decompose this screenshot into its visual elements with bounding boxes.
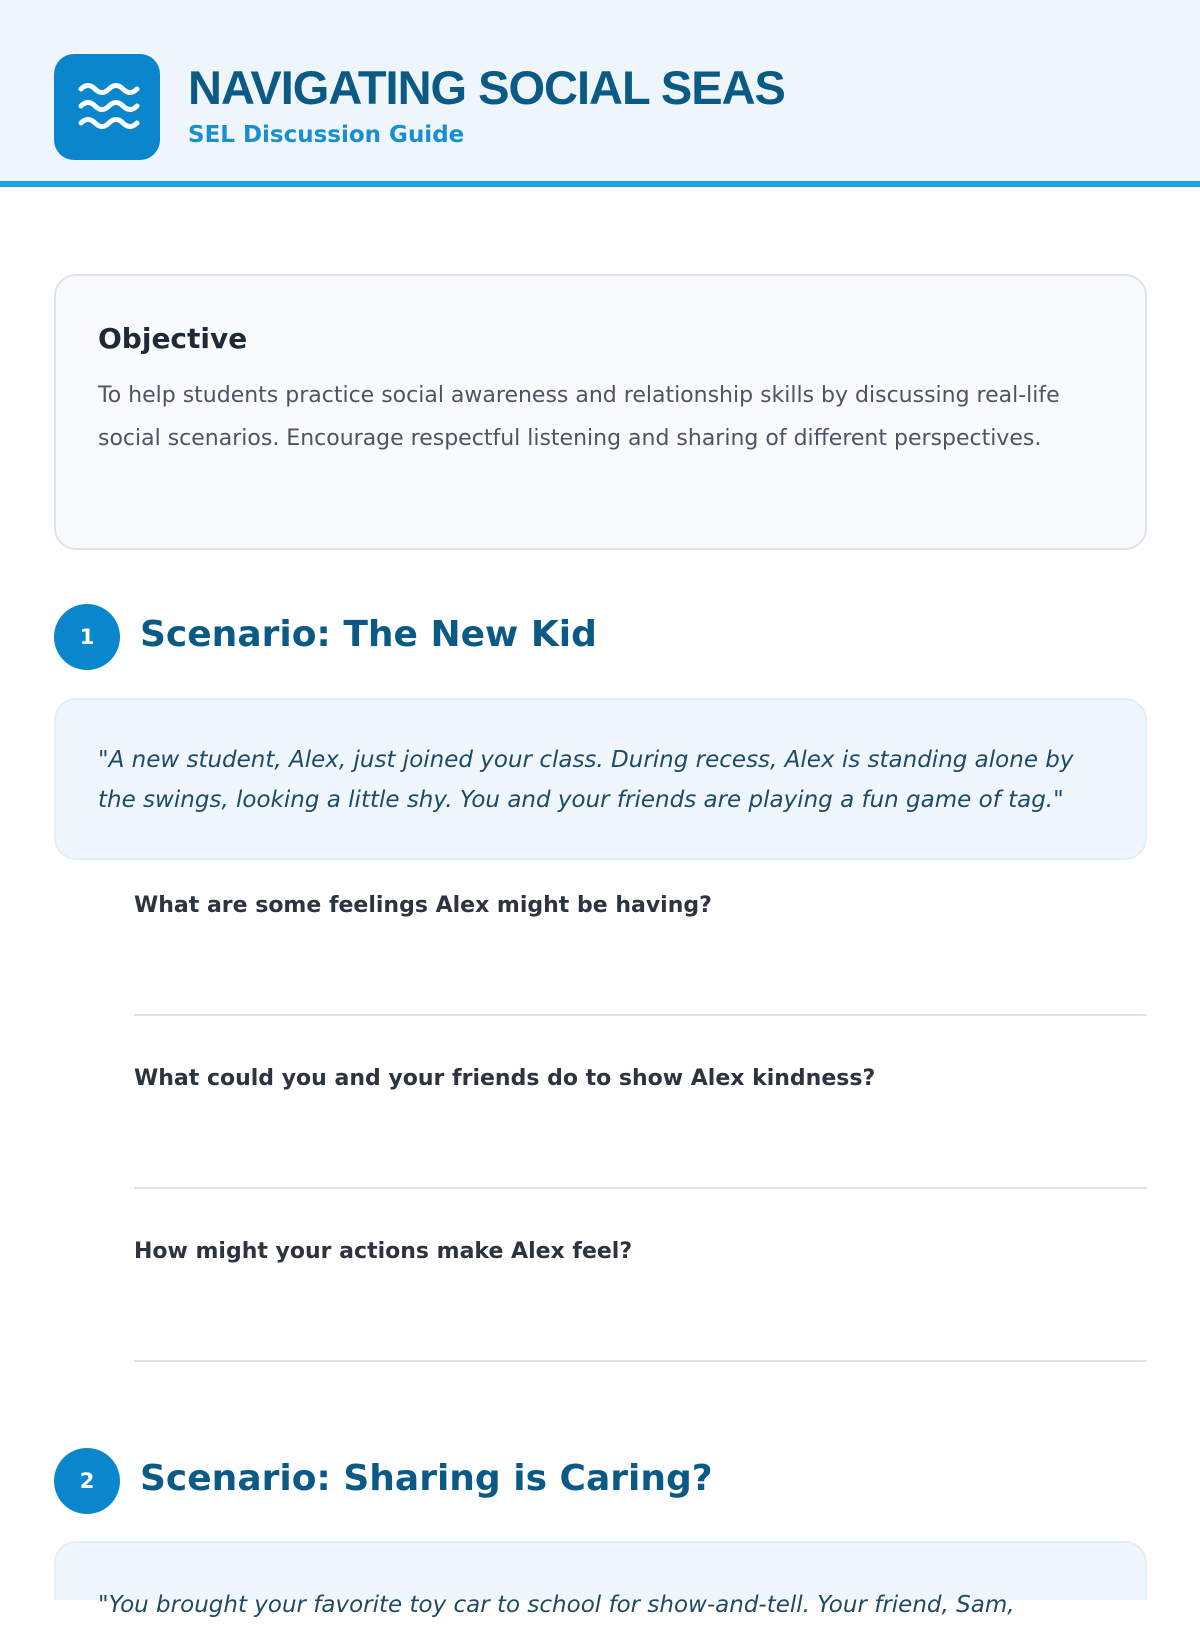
question-text: What are some feelings Alex might be having?: [134, 893, 712, 918]
scenario-title: Scenario: Sharing is Caring?: [140, 1458, 713, 1499]
question-text: How might your actions make Alex feel?: [134, 1239, 633, 1264]
objective-heading: Objective: [98, 322, 248, 355]
answer-line[interactable]: [134, 1014, 1147, 1016]
logo-badge: [54, 54, 160, 160]
objective-text: To help students practice social awareness and relationship skills by discussing real-life social scenarios. Encourage respectful listening and sharing of different perspectives.: [98, 383, 1060, 451]
scenario-2-quote: [54, 1541, 1147, 1618]
page-header: [0, 0, 1200, 187]
scenario-1-quote: [54, 698, 1147, 860]
scenario-number-badge: 2: [54, 1448, 120, 1514]
question-item: [134, 893, 1147, 1067]
page-title: NAVIGATING SOCIAL SEAS: [188, 61, 785, 114]
answer-line[interactable]: [134, 1360, 1147, 1362]
answer-line[interactable]: [134, 1187, 1147, 1189]
page-subtitle: SEL Discussion Guide: [188, 122, 465, 148]
scenario-number-badge: 1: [54, 604, 120, 670]
scenario-quote-text: "You brought your favorite toy car to school for show-and-tell. Your friend, Sam,: [98, 1592, 1015, 1618]
scenario-quote-text: "A new student, Alex, just joined your class. During recess, Alex is standing alone by the swings, looking a little shy. You and your friends are playing a fun game of tag.": [98, 747, 1074, 813]
objective-card: [54, 274, 1147, 550]
scenario-title: Scenario: The New Kid: [140, 614, 597, 655]
question-item: [134, 1066, 1147, 1240]
question-text: What could you and your friends do to show Alex kindness?: [134, 1066, 876, 1091]
question-item: [134, 1239, 1147, 1413]
